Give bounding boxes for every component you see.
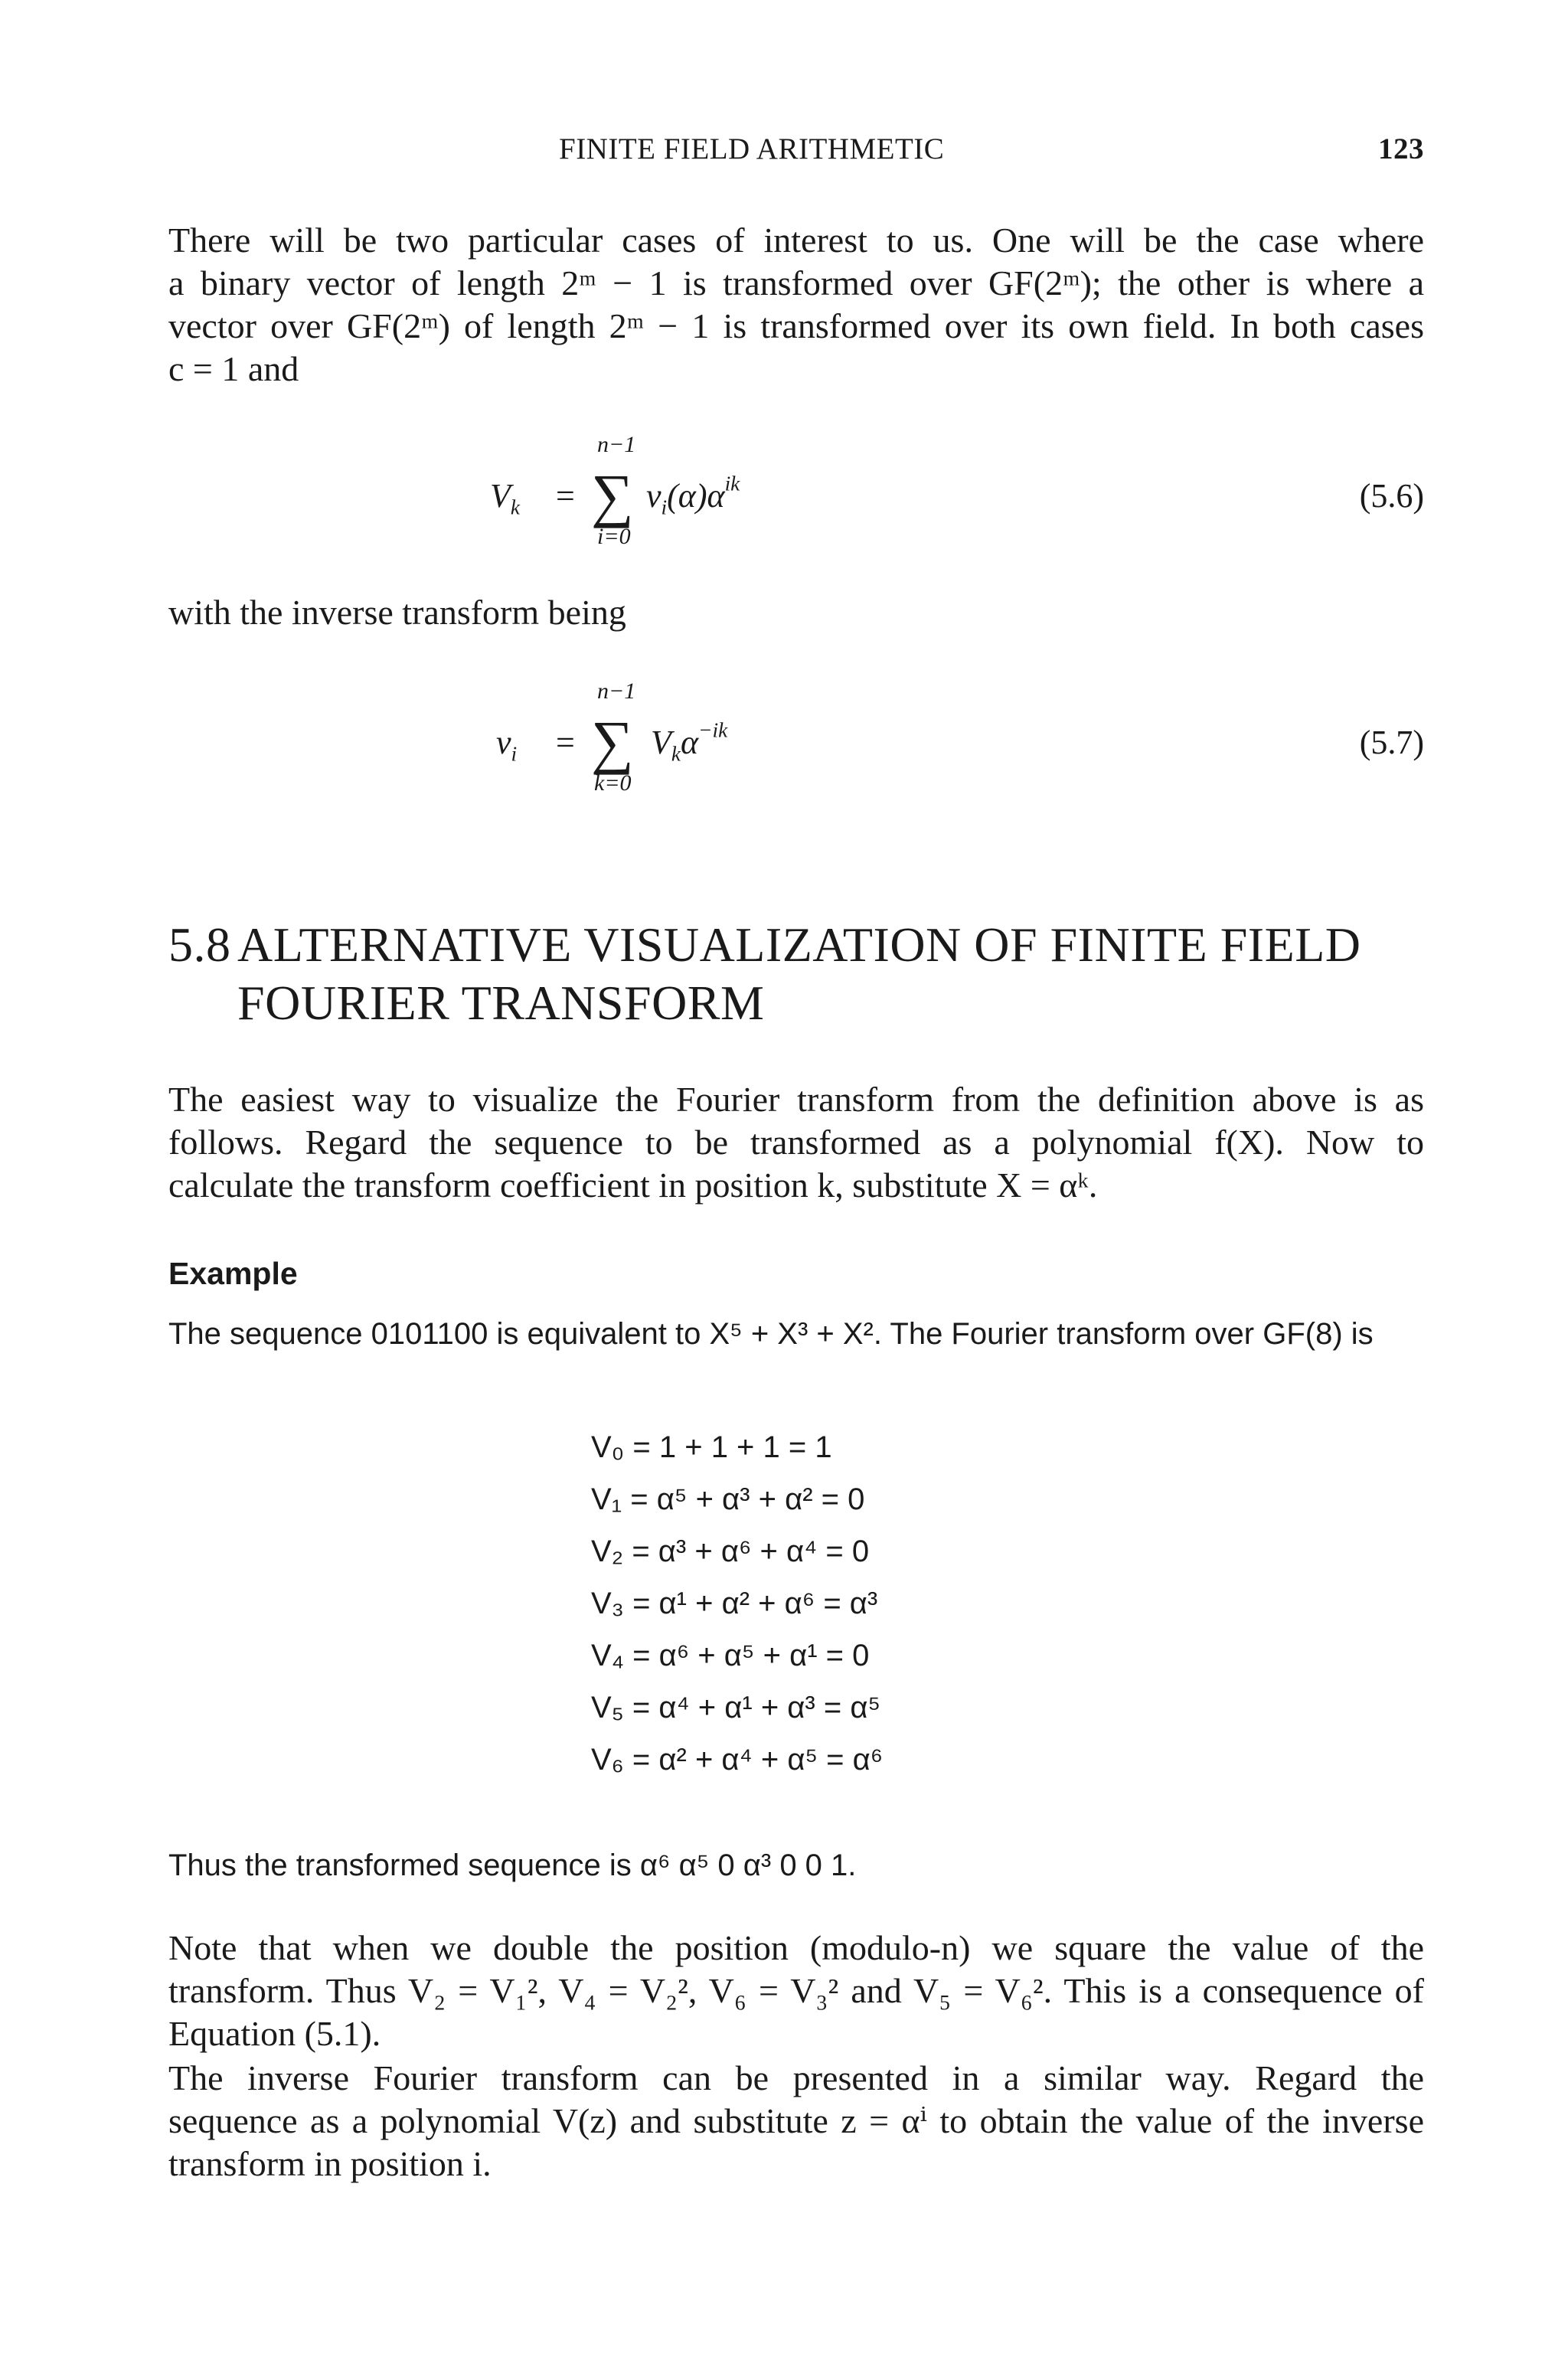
eq56-exp: ik [724,472,740,495]
example-title: Example [168,1256,298,1291]
sigma-symbol: ∑ [591,708,634,775]
transform-row-v4: V₄ = α⁶ + α⁵ + α¹ = 0 [591,1639,870,1672]
eq57-lower-limit: k=0 [594,770,632,796]
section-title-line-2: FOURIER TRANSFORM [237,976,765,1030]
eq57-alpha: α [681,724,699,761]
section-paragraph [168,1078,1424,1207]
closing1-line-2: transform. Thus V₂ = V₁², V₄ = V₂², V₆ = V₃² and V₅ = V₆². This is a consequence of [168,1971,1424,2010]
transform-row-v3: V₃ = α¹ + α² + α⁶ = α³ [591,1587,878,1620]
closing1-line-3: Equation (5.1). [168,2014,381,2053]
between-text [168,591,1424,634]
between-line: with the inverse transform being [168,593,626,632]
transform-equations [591,1421,883,1786]
section-line-1: The easiest way to visualize the Fourier transform from the definition above is as [168,1080,1424,1119]
transform-row-v0: V₀ = 1 + 1 + 1 = 1 [591,1430,832,1464]
transform-row-v5: V₅ = α⁴ + α¹ + α³ = α⁵ [591,1691,881,1724]
eq57-V: V [651,724,671,761]
closing2-line-1: The inverse Fourier transform can be presented in a similar way. Regard the [168,2058,1424,2097]
eq56-lhs-sub: k [510,495,520,519]
eq56-v-sub: i [661,495,668,519]
transform-row-v1: V₁ = α⁵ + α³ + α² = 0 [591,1482,865,1516]
eq56-alpha: (α)α [667,477,725,515]
eq56-lower-limit: i=0 [597,524,631,549]
equation-number-5-6: (5.6) [1359,477,1424,515]
sigma-symbol: ∑ [591,462,634,528]
eq56-v: v [646,477,662,515]
closing2-line-3: transform in position i. [168,2144,492,2183]
transform-row-v6: V₆ = α² + α⁴ + α⁵ = α⁶ [591,1743,884,1777]
eq56-lhs: V [490,477,511,515]
intro-line-1: There will be two particular cases of interest to us. One will be the case where [168,221,1424,260]
eq57-lhs: v [496,724,511,761]
section-line-2: follows. Regard the sequence to be transformed as a polynomial f(X). Now to [168,1123,1424,1162]
example-text: The sequence 0101100 is equivalent to X⁵ + X³ + X². The Fourier transform over GF(8) is [168,1317,1374,1351]
equation-5-6: $V_k$ = ∑ n−1 i=0 $v_i(\alpha)\alpha^{ik}$ [490,432,740,549]
intro-line-3: vector over GF(2ᵐ) of length 2ᵐ − 1 is transformed over its own field. In both cases [168,306,1424,345]
section-number: 5.8 [168,917,231,972]
running-head-title: FINITE FIELD ARITHMETIC [559,132,945,165]
closing2-line-2: sequence as a polynomial V(z) and substitute z = αⁱ to obtain the value of the inverse [168,2101,1424,2140]
eq57-exp: −ik [698,718,728,742]
eq57-V-sub: k [671,742,681,766]
closing1-line-1: Note that when we double the position (modulo-n) we square the value of the [168,1928,1424,1967]
intro-line-2: a binary vector of length 2ᵐ − 1 is transformed over GF(2ᵐ); the other is where a [168,263,1424,302]
closing-paragraph-1 [168,1927,1424,2055]
section-line-3: calculate the transform coefficient in position k, substitute X = αᵏ. [168,1165,1098,1205]
example-result: Thus the transformed sequence is α⁶ α⁵ 0 α³ 0 0 1. [168,1849,857,1882]
eq57-lhs-sub: i [511,742,518,766]
intro-paragraph [168,219,1424,391]
eq56-upper-limit: n−1 [597,432,636,457]
page-number: 123 [1378,132,1424,165]
eq57-upper-limit: n−1 [597,678,636,704]
equation-number-5-7: (5.7) [1359,724,1424,761]
transform-row-v2: V₂ = α³ + α⁶ + α⁴ = 0 [591,1535,870,1568]
intro-line-4: c = 1 and [168,349,299,388]
equation-5-7: $v_i$ = ∑ n−1 k=0 $V_k\alpha^{-ik}$ [496,678,728,796]
closing-paragraph-2 [168,2057,1424,2185]
section-title-line-1: ALTERNATIVE VISUALIZATION OF FINITE FIELD [237,917,1361,972]
